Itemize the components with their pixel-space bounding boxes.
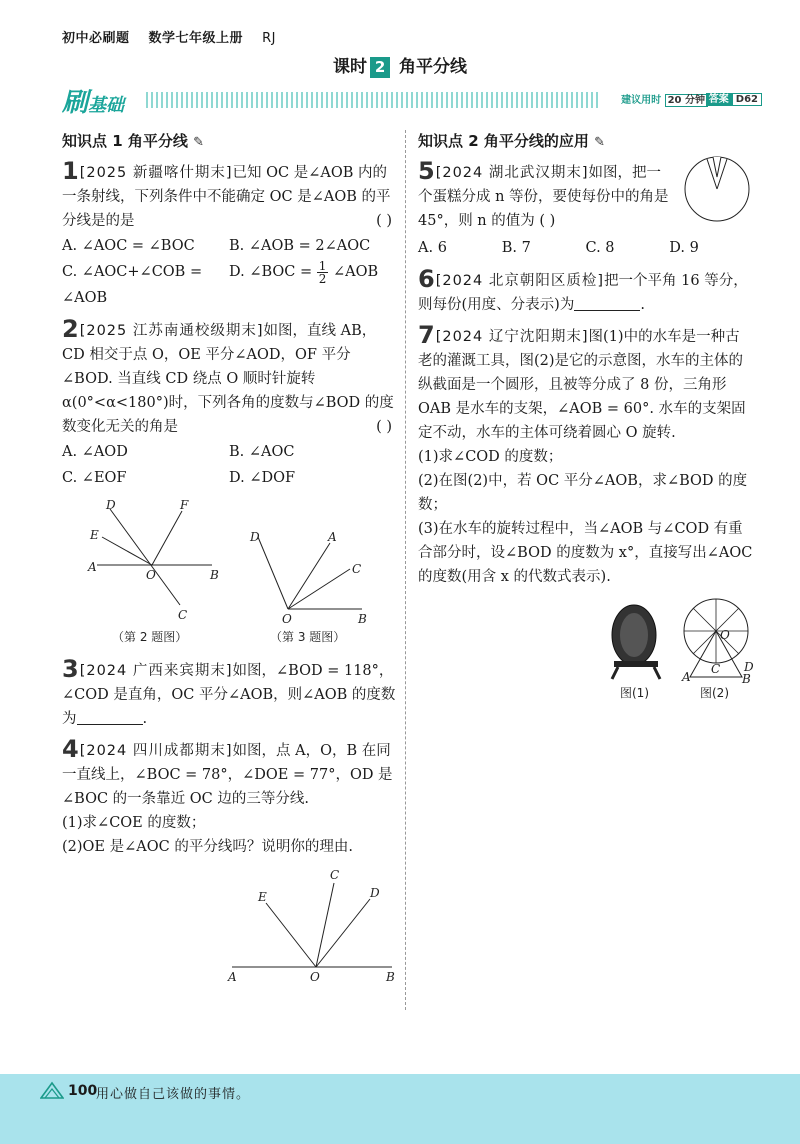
knowledge-point-2 bbox=[418, 130, 753, 151]
q2-answer-paren: ( ) bbox=[376, 419, 392, 435]
q2-source: [2025 江苏南通校级期末] bbox=[79, 323, 264, 339]
ray-oe bbox=[102, 537, 152, 565]
label-a: A bbox=[88, 560, 97, 574]
q5-option-a: A. 6 bbox=[418, 240, 447, 256]
q3-text: 如图，∠BOD = 118°，∠COD 是直角，OC 平分∠AOB，则∠AOB 的度数为 bbox=[62, 663, 396, 727]
q5-option-b: B. 7 bbox=[501, 240, 531, 256]
edition: RJ bbox=[262, 31, 276, 46]
stripe-decoration bbox=[146, 92, 600, 108]
label-f: F bbox=[180, 498, 189, 512]
answer-ref bbox=[706, 90, 762, 105]
lesson-prefix: 课时 bbox=[333, 57, 368, 77]
waterwheel-diagram bbox=[681, 599, 753, 700]
q4-number: 4 bbox=[62, 735, 79, 763]
fraction bbox=[317, 260, 329, 285]
kp2-label: 知识点 2 角平分线的应用 bbox=[418, 132, 589, 150]
q3-blank[interactable] bbox=[77, 709, 143, 725]
figure-4 bbox=[62, 865, 396, 985]
q7-source: [2024 辽宁沈阳期末] bbox=[435, 329, 589, 345]
label-o: O bbox=[282, 612, 292, 626]
q4-part-1: (1)求∠COE 的度数； bbox=[62, 815, 206, 831]
q1-text: 已知 OC 是∠AOB 内的一条射线，下列条件中不能确定 OC 是∠AOB 的平分线是的是 bbox=[62, 165, 391, 229]
fraction-den: 2 bbox=[318, 271, 327, 286]
ray-of bbox=[152, 511, 182, 565]
column-divider bbox=[405, 130, 406, 1010]
series-name: 初中必刷题 bbox=[62, 31, 130, 46]
figures-2-3 bbox=[62, 497, 396, 647]
ray-od bbox=[316, 899, 370, 967]
ray-od bbox=[258, 537, 288, 609]
q4-text: 如图，点 A，O，B 在同一直线上，∠BOC = 78°，∠DOE = 77°，OD 是∠BOC 的一条靠近 OC 边的三等分线. bbox=[62, 743, 393, 807]
section-big: 刷 bbox=[62, 88, 89, 118]
label-b: B bbox=[210, 568, 219, 582]
page-number: 100 bbox=[68, 1083, 98, 1099]
q1-options bbox=[62, 233, 396, 311]
label-a: A bbox=[328, 530, 337, 544]
ray-oc bbox=[316, 883, 334, 967]
question-3 bbox=[62, 657, 396, 731]
label-c: C bbox=[352, 562, 362, 576]
footer-motto: 用心做自己该做的事情。 bbox=[96, 1087, 251, 1102]
label-b: B bbox=[742, 672, 751, 686]
ray-oa bbox=[288, 543, 330, 609]
lesson-title bbox=[0, 52, 800, 78]
q7-part-2: (2)在图(2)中，若 OC 平分∠AOB，求∠BOD 的度数； bbox=[418, 473, 748, 513]
q5-text: 如图，把一个蛋糕分成 n 等份，要使每份中的角是 45°，则 n 的值为 bbox=[418, 165, 669, 229]
answer-label: 答案 bbox=[706, 93, 732, 106]
question-1 bbox=[62, 159, 396, 311]
ray-oe bbox=[266, 903, 316, 967]
fig2-caption: 图(2) bbox=[700, 686, 729, 700]
q6-source: [2024 北京朝阳区质检] bbox=[435, 273, 605, 289]
pen-icon: ✎ bbox=[193, 135, 205, 150]
book-title: 数学七年级上册 bbox=[148, 31, 244, 46]
label-d: D bbox=[250, 530, 260, 544]
question-6 bbox=[418, 267, 753, 317]
q1-d-post: ∠AOB bbox=[333, 264, 379, 280]
question-4 bbox=[62, 737, 396, 859]
q2-option-b: B. ∠AOC bbox=[229, 444, 295, 460]
label-d: D bbox=[106, 498, 116, 512]
suggested-time bbox=[621, 91, 708, 106]
q1-option-a: A. ∠AOC = ∠BOC bbox=[62, 238, 195, 254]
q5-options bbox=[418, 235, 753, 261]
label-c: C bbox=[178, 608, 188, 622]
q1-option-c: C. ∠AOC+∠COB = ∠AOB bbox=[62, 264, 203, 306]
q3-text-end: . bbox=[142, 711, 148, 727]
q2-option-d: D. ∠DOF bbox=[229, 470, 296, 486]
label-b: B bbox=[386, 970, 395, 984]
cake-figure bbox=[683, 155, 753, 225]
lesson-name: 角平分线 bbox=[398, 57, 467, 77]
q5-option-c: C. 8 bbox=[585, 240, 615, 256]
fig1-caption: 图(1) bbox=[620, 686, 649, 700]
q2-options bbox=[62, 439, 396, 491]
knowledge-point-1 bbox=[62, 130, 396, 151]
q4-source: [2024 四川成都期末] bbox=[79, 743, 233, 759]
time-value: 20 分钟 bbox=[665, 94, 708, 107]
q6-text-end: . bbox=[640, 297, 645, 313]
label-e: E bbox=[258, 890, 267, 904]
label-d: D bbox=[744, 660, 753, 674]
q6-text: 把一个平角 16 等分，则每份(用度、分表示)为 bbox=[418, 273, 748, 313]
q5-source: [2024 湖北武汉期末] bbox=[435, 165, 589, 181]
q1-answer-paren: ( ) bbox=[376, 213, 392, 229]
q5-number: 5 bbox=[418, 157, 435, 185]
q3-source: [2024 广西来宾期末] bbox=[79, 663, 233, 679]
label-a: A bbox=[228, 970, 237, 984]
q7-part-1: (1)求∠COD 的度数； bbox=[418, 449, 563, 465]
label-a: A bbox=[682, 670, 691, 684]
section-bar bbox=[62, 84, 762, 118]
label-c: C bbox=[330, 868, 340, 882]
fraction-num: 1 bbox=[318, 258, 327, 273]
q2-option-a: A. ∠AOD bbox=[62, 444, 128, 460]
q1-number: 1 bbox=[62, 157, 79, 185]
q5-option-d: D. 9 bbox=[669, 240, 699, 256]
lesson-number: 2 bbox=[370, 57, 390, 78]
fig3-caption: （第 3 题图） bbox=[270, 630, 346, 644]
label-o: O bbox=[310, 970, 320, 984]
question-7 bbox=[418, 323, 753, 589]
kp1-label: 知识点 1 角平分线 bbox=[62, 132, 188, 150]
figure-2 bbox=[87, 498, 219, 644]
mountain-logo-icon bbox=[40, 1081, 64, 1099]
label-b: B bbox=[358, 612, 367, 626]
waterwheel-photo bbox=[612, 605, 660, 700]
waterwheel-figures bbox=[418, 595, 753, 707]
q2-number: 2 bbox=[62, 315, 79, 343]
q1-option-b: B. ∠AOB = 2∠AOC bbox=[229, 238, 371, 254]
question-5 bbox=[418, 159, 753, 233]
line-cd bbox=[110, 509, 180, 605]
label-o: O bbox=[720, 628, 730, 642]
q4-part-2: (2)OE 是∠AOC 的平分线吗？说明你的理由. bbox=[62, 839, 353, 855]
q3-number: 3 bbox=[62, 655, 79, 683]
q7-number: 7 bbox=[418, 321, 435, 349]
left-column bbox=[62, 130, 396, 989]
fig2-caption: （第 2 题图） bbox=[112, 630, 188, 644]
q2-option-c: C. ∠EOF bbox=[62, 470, 127, 486]
label-d: D bbox=[370, 886, 380, 900]
time-label: 建议用时 bbox=[621, 95, 662, 106]
q6-number: 6 bbox=[418, 265, 435, 293]
figure-3 bbox=[249, 530, 367, 644]
pen-icon: ✎ bbox=[594, 135, 606, 150]
question-2 bbox=[62, 317, 396, 491]
q1-source: [2025 新疆喀什期末] bbox=[79, 165, 233, 181]
q7-text: 图(1)中的水车是一种古老的灌溉工具，图(2)是它的示意图，水车的主体的纵截面是一个圆形，且被等分成了 8 份，三角形 OAB 是水车的支架，∠AOB = 60°. 水车的支架固定不动，水车的主体可绕着圆心 O 旋转. bbox=[418, 329, 746, 441]
section-label bbox=[62, 82, 124, 119]
q1-d-pre: D. ∠BOC = bbox=[229, 264, 313, 280]
section-small: 基础 bbox=[88, 95, 125, 116]
right-column bbox=[418, 130, 753, 711]
q6-blank[interactable] bbox=[574, 295, 640, 311]
page-footer bbox=[0, 1074, 800, 1144]
running-header bbox=[62, 27, 290, 46]
answer-page: D62 bbox=[732, 93, 762, 106]
q5-answer-paren: ( ) bbox=[539, 213, 556, 229]
ray-oc bbox=[288, 569, 350, 609]
label-o: O bbox=[146, 568, 156, 582]
q2-text: 如图，直线 AB，CD 相交于点 O，OE 平分∠AOD，OF 平分∠BOD. 当直线 CD 绕点 O 顺时针旋转 α(0°<α<180°)时，下列各角的度数与∠BOD 的度数变化无关的角是 bbox=[62, 323, 394, 435]
q1-option-d bbox=[229, 259, 396, 311]
label-c: C bbox=[711, 662, 721, 676]
label-e: E bbox=[90, 528, 99, 542]
q7-part-3: (3)在水车的旋转过程中，当∠AOB 与∠COD 有重合部分时，设∠BOD 的度数为 x°，直接写出∠AOC 的度数(用含 x 的代数式表示). bbox=[418, 521, 753, 585]
